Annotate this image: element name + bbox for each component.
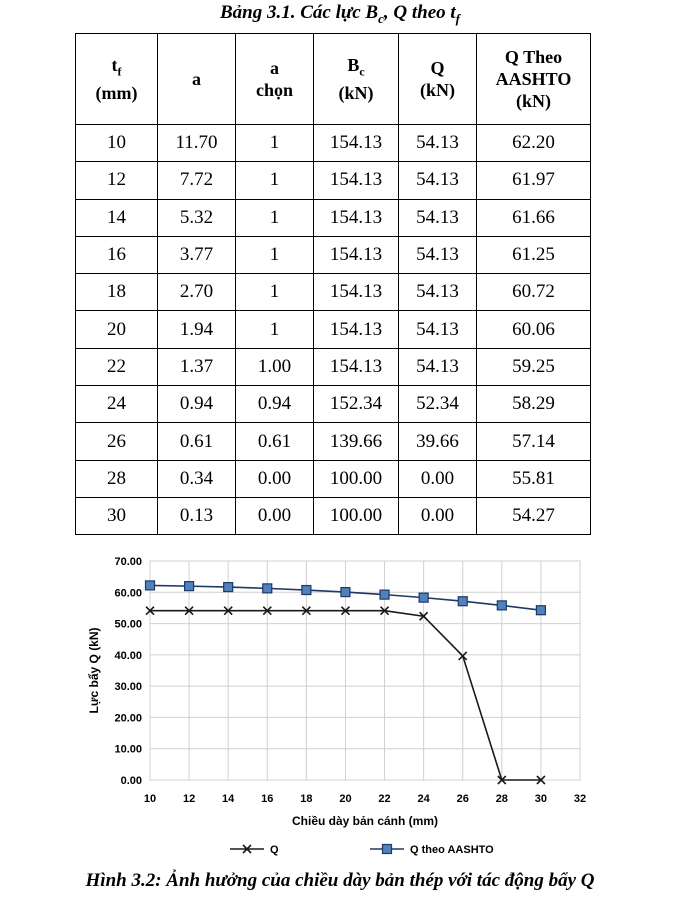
table-cell: 54.13 <box>399 199 477 236</box>
header-q-aashto: Q Theo AASHTO (kN) <box>477 34 591 125</box>
table-cell: 7.72 <box>158 162 236 199</box>
table-body <box>76 125 591 535</box>
table-cell: 18 <box>76 274 158 311</box>
table-cell: 2.70 <box>158 274 236 311</box>
x-tick-label: 26 <box>456 793 469 805</box>
table-cell: 0.34 <box>158 460 236 497</box>
table-cell: 54.13 <box>399 236 477 273</box>
table-cell: 1 <box>236 236 314 273</box>
table-cell: 100.00 <box>314 497 399 534</box>
data-point-q-theo-aashto <box>497 601 506 610</box>
table-cell: 24 <box>76 386 158 423</box>
data-point-q-theo-aashto <box>458 597 467 606</box>
table-cell: 58.29 <box>477 386 591 423</box>
table-cell: 54.13 <box>399 311 477 348</box>
table-cell: 0.94 <box>236 386 314 423</box>
y-tick-label: 30.00 <box>114 681 142 694</box>
table-cell: 30 <box>76 497 158 534</box>
y-tick-label: 50.00 <box>114 618 142 631</box>
table-cell: 0.13 <box>158 497 236 534</box>
table-cell: 54.27 <box>477 497 591 534</box>
table-cell: 1 <box>236 199 314 236</box>
data-point-q-theo-aashto <box>341 588 350 597</box>
table-cell: 100.00 <box>314 460 399 497</box>
legend-label-q-theo-aashto: Q theo AASHTO <box>410 844 494 856</box>
table-cell: 54.13 <box>399 348 477 385</box>
q-chart <box>80 548 620 863</box>
table-row <box>76 199 591 236</box>
table-cell: 5.32 <box>158 199 236 236</box>
data-point-q-theo-aashto <box>224 583 233 592</box>
data-point-q-theo-aashto <box>536 606 545 615</box>
table-cell: 0.61 <box>158 423 236 460</box>
table-cell: 0.00 <box>399 460 477 497</box>
table-cell: 154.13 <box>314 162 399 199</box>
table-cell: 0.94 <box>158 386 236 423</box>
table-header-row <box>76 34 591 125</box>
table-cell: 22 <box>76 348 158 385</box>
table-caption-sub-f: f <box>455 10 461 26</box>
x-tick-label: 32 <box>573 793 587 805</box>
table-row <box>76 311 591 348</box>
table-cell: 28 <box>76 460 158 497</box>
table-cell: 61.66 <box>477 199 591 236</box>
header-a: a <box>158 34 236 125</box>
data-point-q-theo-aashto <box>146 581 155 590</box>
table-cell: 16 <box>76 236 158 273</box>
table-cell: 1 <box>236 311 314 348</box>
table-cell: 12 <box>76 162 158 199</box>
table-cell: 54.13 <box>399 125 477 162</box>
table-row <box>76 162 591 199</box>
table-cell: 0.00 <box>399 497 477 534</box>
table-cell: 61.97 <box>477 162 591 199</box>
x-tick-label: 22 <box>378 793 391 805</box>
forces-table <box>75 33 591 535</box>
y-axis-label: Lực bẩy Q (kN) <box>87 627 101 714</box>
table-cell: 1.37 <box>158 348 236 385</box>
legend-marker-q-theo-aashto <box>383 845 392 854</box>
table-cell: 60.72 <box>477 274 591 311</box>
table-cell: 154.13 <box>314 125 399 162</box>
x-tick-label: 10 <box>143 793 157 805</box>
table-cell: 54.13 <box>399 162 477 199</box>
figure-caption: Hình 3.2: Ảnh hưởng của chiều dày bản thép với tác động bẩy Q <box>85 870 595 891</box>
x-axis-label: Chiều dày bản cánh (mm) <box>291 814 439 828</box>
legend-label-q: Q <box>270 844 279 856</box>
x-tick-label: 14 <box>222 793 235 805</box>
table-cell: 1 <box>236 274 314 311</box>
table-row <box>76 274 591 311</box>
table-row <box>76 236 591 273</box>
table-cell: 57.14 <box>477 423 591 460</box>
table-cell: 0.00 <box>236 460 314 497</box>
y-tick-label: 70.00 <box>114 556 142 568</box>
x-tick-label: 12 <box>182 793 196 805</box>
table-row <box>76 460 591 497</box>
table-cell: 1 <box>236 162 314 199</box>
x-tick-label: 16 <box>261 793 274 805</box>
table-row <box>76 423 591 460</box>
table-cell: 154.13 <box>314 236 399 273</box>
table-cell: 61.25 <box>477 236 591 273</box>
table-cell: 3.77 <box>158 236 236 273</box>
x-tick-label: 30 <box>534 793 548 805</box>
y-tick-label: 60.00 <box>114 587 142 600</box>
y-tick-label: 10.00 <box>114 743 142 756</box>
table-row <box>76 386 591 423</box>
table-cell: 154.13 <box>314 274 399 311</box>
table-caption <box>0 2 680 27</box>
table-cell: 14 <box>76 199 158 236</box>
table-cell: 154.13 <box>314 311 399 348</box>
table-caption-sub-c: c <box>378 10 384 26</box>
table-cell: 0.00 <box>236 497 314 534</box>
table-cell: 139.66 <box>314 423 399 460</box>
table-cell: 52.34 <box>399 386 477 423</box>
table-cell: 1.00 <box>236 348 314 385</box>
table-cell: 152.34 <box>314 386 399 423</box>
table-cell: 1 <box>236 125 314 162</box>
table-cell: 60.06 <box>477 311 591 348</box>
table-caption-prefix: Bảng 3.1. Các lực B <box>219 2 379 23</box>
table-row <box>76 497 591 534</box>
table-cell: 1.94 <box>158 311 236 348</box>
y-tick-label: 0.00 <box>120 775 142 787</box>
y-tick-label: 40.00 <box>114 649 142 662</box>
table-cell: 11.70 <box>158 125 236 162</box>
x-tick-label: 24 <box>417 793 430 805</box>
header-q: Q (kN) <box>399 34 477 125</box>
table-cell: 62.20 <box>477 125 591 162</box>
header-a-chon: a chọn <box>236 34 314 125</box>
header-bc: $B_c$ (kN) <box>314 34 399 125</box>
table-cell: 20 <box>76 311 158 348</box>
x-tick-label: 18 <box>300 793 313 805</box>
table-cell: 26 <box>76 423 158 460</box>
x-tick-label: 28 <box>495 793 508 805</box>
data-point-q-theo-aashto <box>380 590 389 599</box>
chart-svg <box>80 548 620 863</box>
table-cell: 154.13 <box>314 348 399 385</box>
table-cell: 39.66 <box>399 423 477 460</box>
data-point-q-theo-aashto <box>263 584 272 593</box>
data-point-q-theo-aashto <box>185 582 194 591</box>
table-cell: 54.13 <box>399 274 477 311</box>
table-caption-mid: , Q theo t <box>383 2 456 23</box>
table-cell: 10 <box>76 125 158 162</box>
table-cell: 0.61 <box>236 423 314 460</box>
x-tick-label: 20 <box>339 793 352 805</box>
header-tf: $t_f$ (mm) <box>76 34 158 125</box>
y-tick-label: 20.00 <box>114 712 142 725</box>
table-cell: 59.25 <box>477 348 591 385</box>
data-point-q-theo-aashto <box>302 586 311 595</box>
data-point-q-theo-aashto <box>419 593 428 602</box>
table-row <box>76 125 591 162</box>
table-cell: 55.81 <box>477 460 591 497</box>
table-cell: 154.13 <box>314 199 399 236</box>
table-row <box>76 348 591 385</box>
